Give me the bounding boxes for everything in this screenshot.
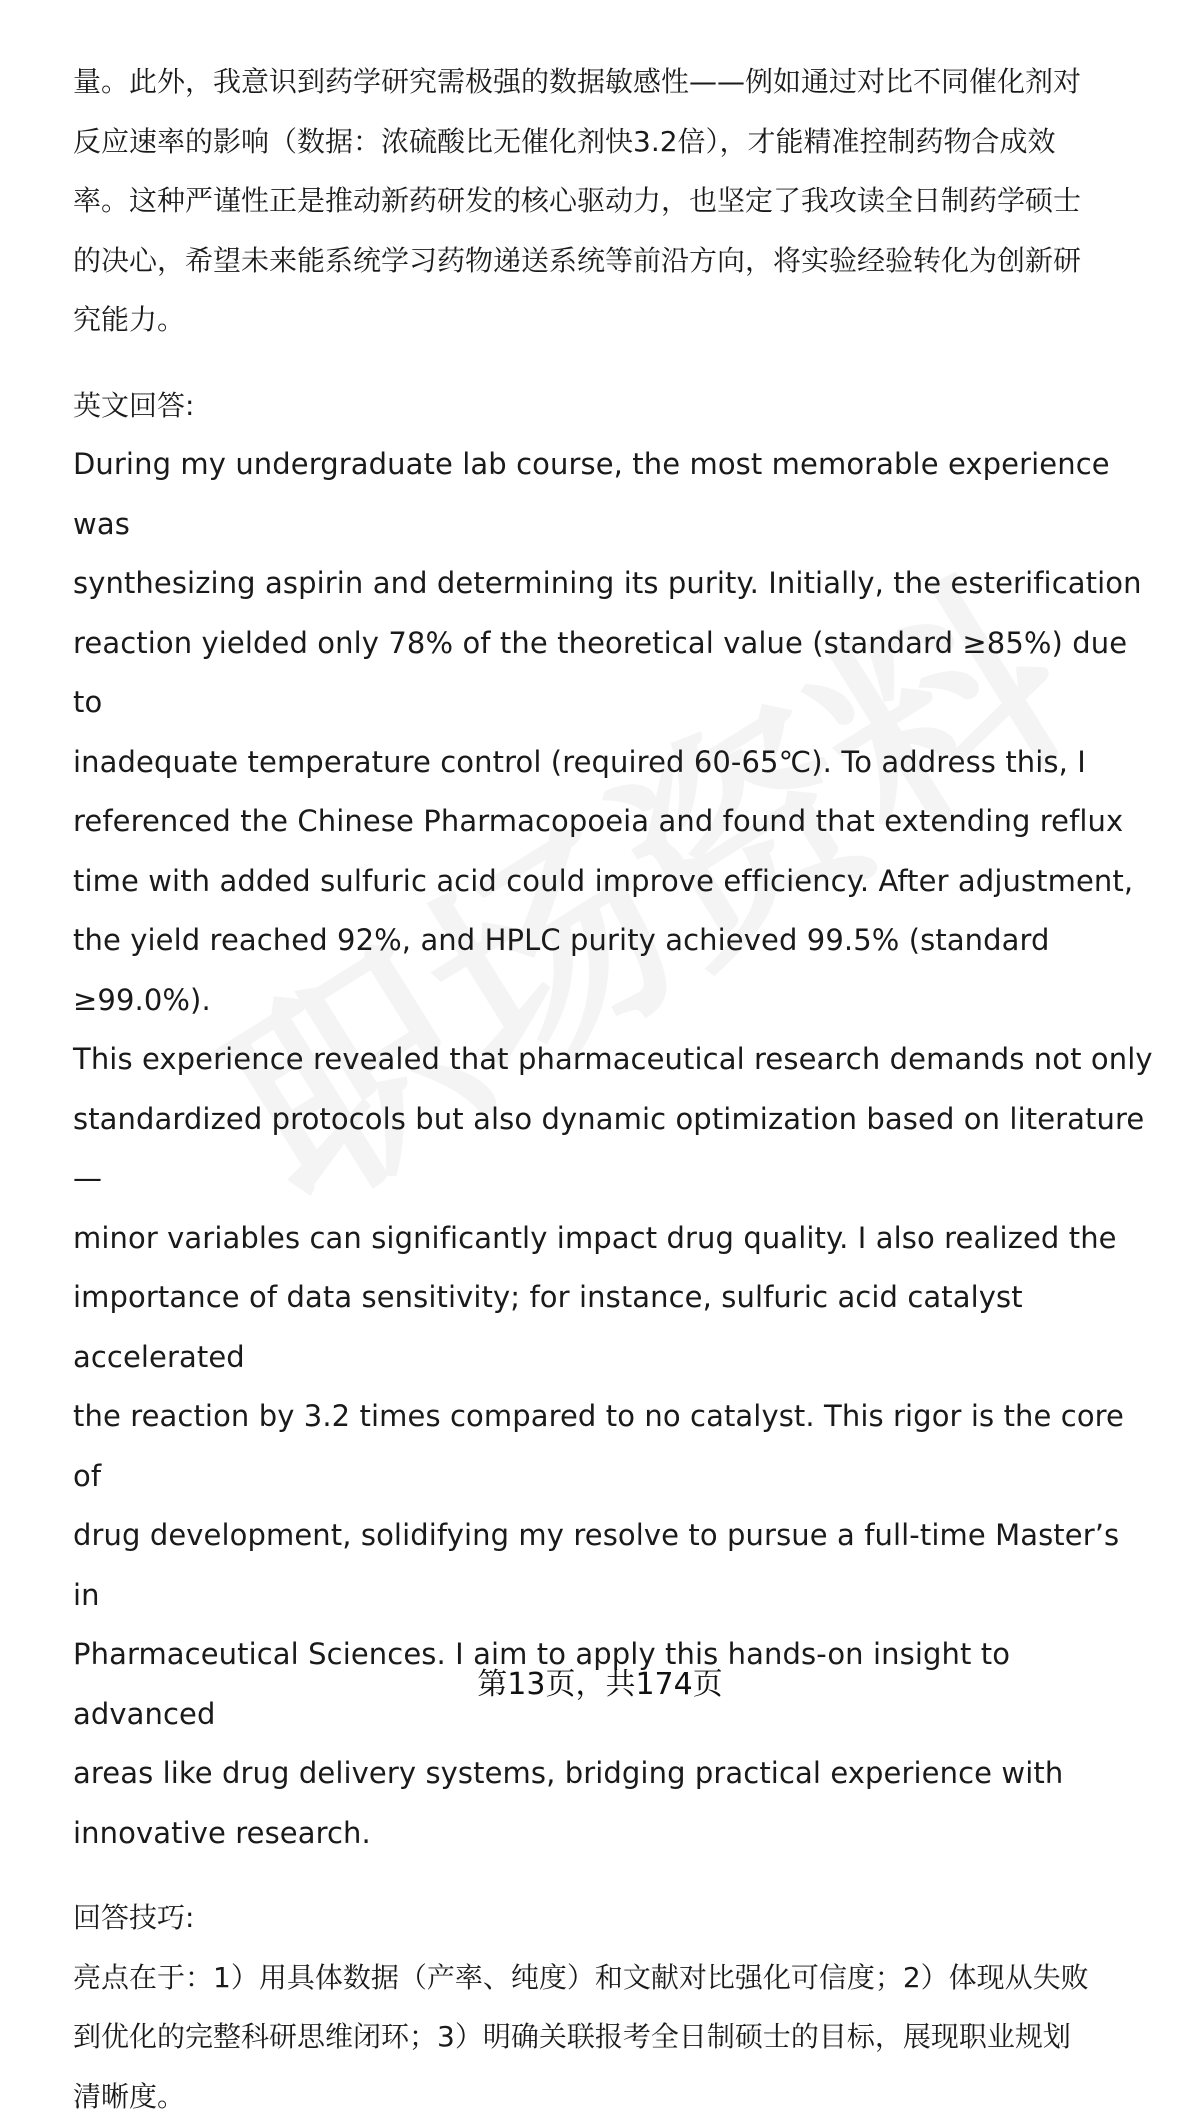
text-line: the yield reached 92%, and HPLC purity achieved 99.5% (standard ≥99.0%). [73, 911, 1153, 1030]
english-answer-heading: 英文回答: [73, 376, 1153, 436]
text-line: 究能力。 [73, 290, 1153, 350]
text-line: 的决心，希望未来能系统学习药物递送系统等前沿方向，将实验经验转化为创新研 [73, 231, 1153, 291]
text-line: referenced the Chinese Pharmacopoeia and found that extending reflux [73, 792, 1153, 852]
text-line: Pharmaceutical Sciences. I aim to apply this hands-on insight to advanced [73, 1625, 1153, 1744]
text-line: 率。这种严谨性正是推动新药研发的核心驱动力，也坚定了我攻读全日制药学硕士 [73, 171, 1153, 231]
page-number-footer: 第13页，共174页 [0, 1665, 1200, 1705]
text-line: During my undergraduate lab course, the most memorable experience was [73, 435, 1153, 554]
intro-paragraph [73, 52, 1153, 350]
text-line: 反应速率的影响（数据：浓硫酸比无催化剂快3.2倍），才能精准控制药物合成效 [73, 112, 1153, 172]
text-line: minor variables can significantly impact drug quality. I also realized the [73, 1209, 1153, 1269]
tips-heading: 回答技巧: [73, 1888, 1153, 1948]
text-line: 亮点在于：1）用具体数据（产率、纯度）和文献对比强化可信度；2）体现从失败 [73, 1948, 1153, 2008]
text-line: the reaction by 3.2 times compared to no catalyst. This rigor is the core of [73, 1387, 1153, 1506]
text-line: areas like drug delivery systems, bridging practical experience with [73, 1744, 1153, 1804]
text-line: standardized protocols but also dynamic optimization based on literature— [73, 1090, 1153, 1209]
english-answer-paragraph [73, 435, 1153, 1863]
text-line: 到优化的完整科研思维闭环；3）明确关联报考全日制硕士的目标，展现职业规划 [73, 2007, 1153, 2067]
text-line: reaction yielded only 78% of the theoretical value (standard ≥85%) due to [73, 614, 1153, 733]
text-line: 清晰度。 [73, 2067, 1153, 2126]
tips-paragraph [73, 1948, 1153, 2126]
page-content [73, 52, 1153, 2126]
text-line: inadequate temperature control (required 60-65℃). To address this, I [73, 733, 1153, 793]
text-line: drug development, solidifying my resolve to pursue a full-time Master’s in [73, 1506, 1153, 1625]
text-line: innovative research. [73, 1804, 1153, 1864]
text-line: importance of data sensitivity; for instance, sulfuric acid catalyst accelerated [73, 1268, 1153, 1387]
text-line: synthesizing aspirin and determining its purity. Initially, the esterification [73, 554, 1153, 614]
text-line: This experience revealed that pharmaceutical research demands not only [73, 1030, 1153, 1090]
text-line: time with added sulfuric acid could improve efficiency. After adjustment, [73, 852, 1153, 912]
text-line: 量。此外，我意识到药学研究需极强的数据敏感性——例如通过对比不同催化剂对 [73, 52, 1153, 112]
